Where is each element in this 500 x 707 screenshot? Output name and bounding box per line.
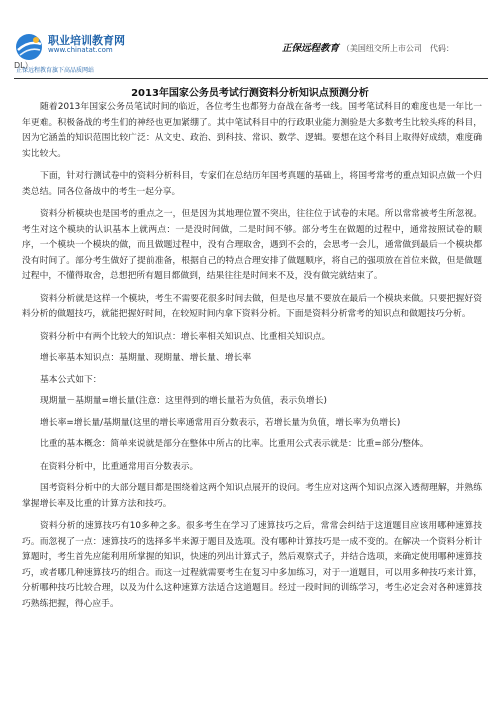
logo-globe-icon (14, 32, 44, 62)
paragraph: 国考资料分析中的大部分题目都是围绕着这两个知识点展开的设问。考生应对这两个知识点深入透彻理解，并熟练掌握增长率及比重的计算方法和技巧。 (22, 483, 482, 509)
paragraph: 资料分析就是这样一个模块，考生不需要花很多时间去做，但是也尽量不要放在最后一个模块来做。只要把握好资料分析的做题技巧，就能把握好时间，在较短时间内拿下资料分析。下面是资料分析常考的知识点和做题技巧分析。 (22, 293, 482, 319)
paragraph: 资料分析的速算技巧有10多种之多。很多考生在学习了速算技巧之后，常常会纠结于这道题目应该用哪种速算技巧。而忽视了一点：速算技巧的选择多半来源于题目及选项。没有哪种计算技巧是一成不变的。在解决一个资料分析计算题时，考生首先应能利用所掌握的知识，快速的列出计算式子，然后观察式子，并结合选项，来确定使用哪种速算技巧，或者哪几种速算技巧的组合。而这一过程就需要考生在复习中多加练习，对于一道题目，可以用多种技巧来计算，分析哪种技巧比较合理，以及为什么这种速算方法适合这道题目。经过一段时间的训练学习，考生必定会对各种速算技巧熟练把握，得心应手。 (22, 521, 482, 609)
formula-line: 增长率=增长量/基期量(这里的增长率通常用百分数表示，若增长量为负值，增长率为负增长) (40, 417, 401, 428)
paragraph: 基本公式如下： (40, 374, 102, 385)
logo-title: 职业培训教育网 (48, 34, 125, 47)
paragraph: 在资料分析中，比重通常用百分数表示。 (40, 461, 199, 472)
brand-stock-code: DL） (14, 61, 33, 70)
paragraph: 比重的基本概念：简单来说就是部分在整体中所占的比率。比重用公式表示就是：比重=部分/整体。 (40, 439, 429, 449)
page-header (14, 30, 488, 76)
site-logo[interactable] (14, 30, 154, 74)
formula-line: 现期量－基期量=增长量(注意：这里得到的增长量若为负值，表示负增长) (40, 396, 327, 406)
logo-url: www.chinatat.com (48, 46, 113, 54)
header-divider (14, 78, 488, 79)
document-body (22, 100, 482, 619)
brand-description: （美国纽交所上市公司 代码： (341, 44, 454, 53)
paragraph: 资料分析模块也是国考的重点之一，但是因为其地理位置不突出，往往位于试卷的末尾。所以常常被考生所忽视。考生对这个模块的认识基本上就两点：一是没时间做，二是时间不够。部分考生在做题的过程中，通常按照试卷的顺序，一个模块一个模块的做，而且做题过程中，没有合理取舍，遇到不会的，会思考一会儿，通常做到最后一个模块都没有时间了。部分考生做好了提前准备，根据自己的特点合理安排了做题顺序，将自己的强项放在首位来做，但是做题过程中，不懂得取舍，总想把所有题目都做到，结果往往是时间来不及，没有做完就结束了。 (22, 209, 482, 281)
document-title: 2013年国家公务员考试行测资料分析知识点预测分析 (131, 88, 369, 99)
paragraph: 增长率基本知识点：基期量、现期量、增长量、增长率 (40, 353, 252, 363)
company-brand (282, 40, 454, 54)
paragraph: 随着2013年国家公务员笔试时间的临近，各位考生也都努力奋战在备考一线。国考笔试科目的难度也是一年比一年更难。积极备战的考生们的神经也更加紧绷了。其中笔试科目中的行政职业能力测验是大多数考生比较头疼的科目，因为它涵盖的知识范围比较广泛：从文史、政治、到科技、常识、数学、逻辑。要想在这个科目上取得好成绩，难度确实比较大。 (22, 102, 482, 159)
paragraph: 资料分析中有两个比较大的知识点：增长率相关知识点、比重相关知识点。 (40, 331, 331, 342)
logo-subtitle: 正保远程教育旗下高品质网站 (16, 67, 95, 74)
paragraph: 下面，针对行测试卷中的资料分析科目，专家们在总结历年国考真题的基础上，将国考常考的重点知识点做一个归类总结。同各位备战中的考生一起分享。 (22, 171, 482, 197)
brand-name: 正保远程教育 (282, 43, 340, 54)
